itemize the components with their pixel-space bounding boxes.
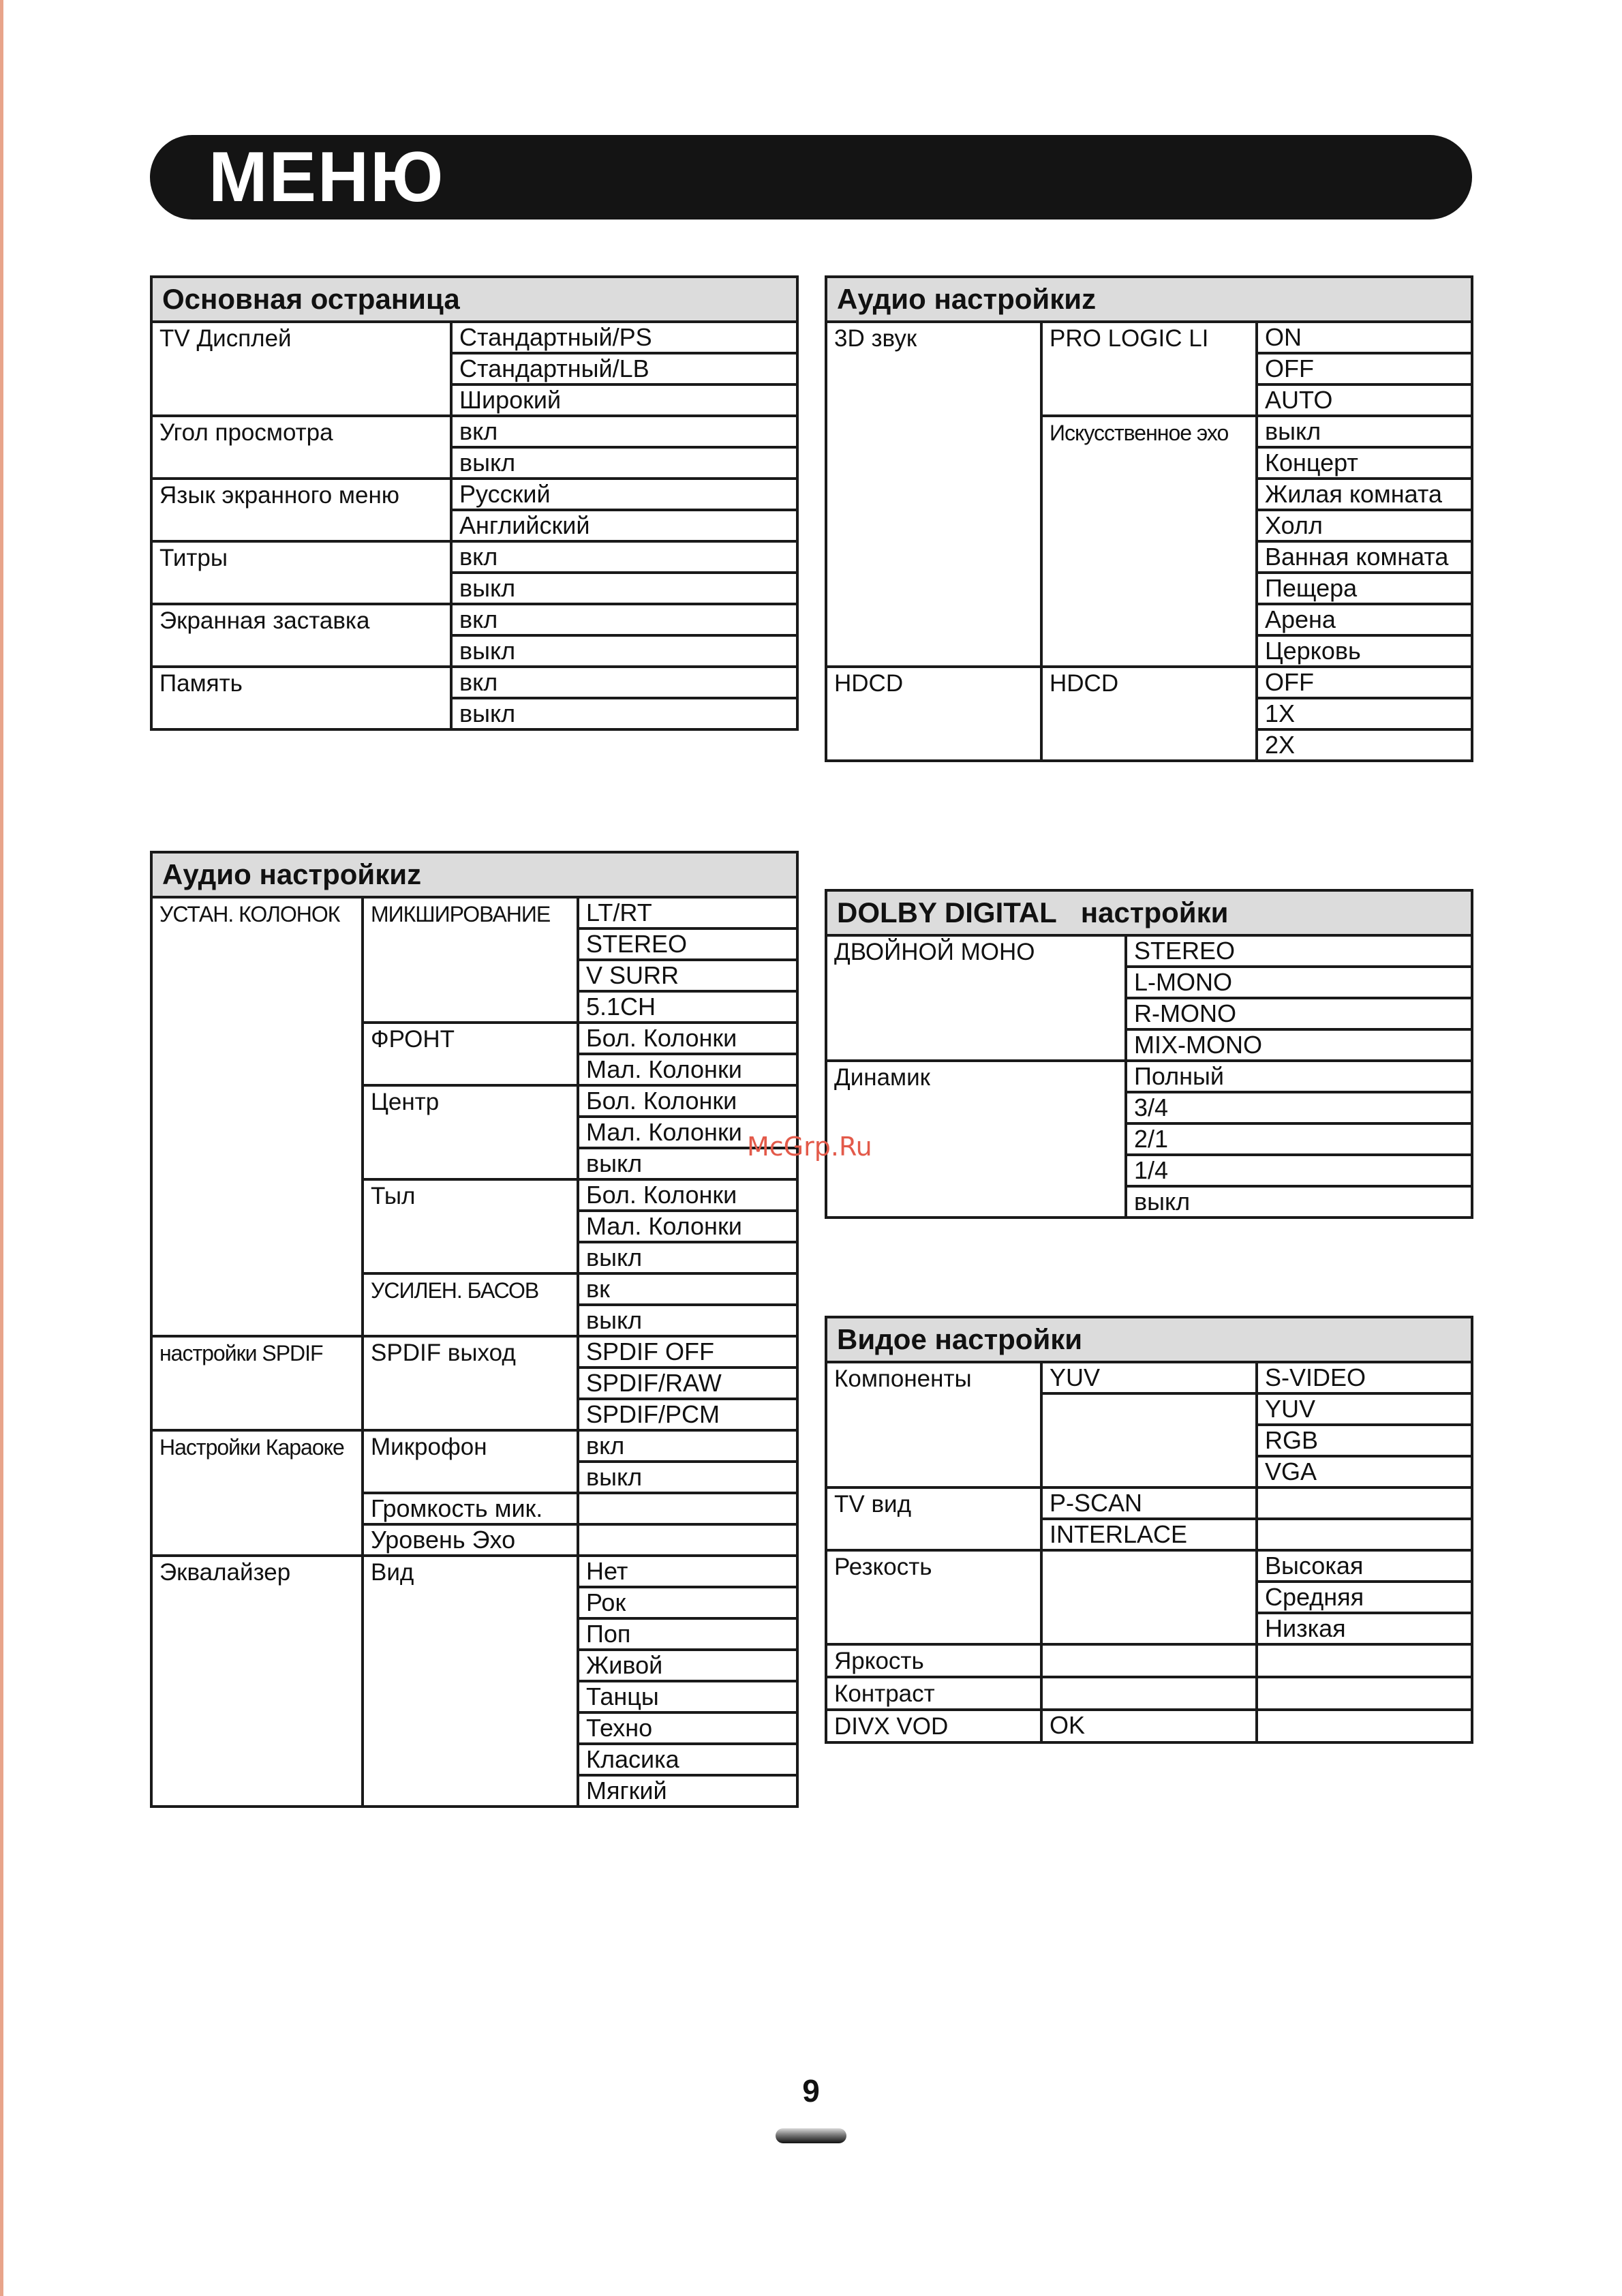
option-cell: SPDIF/PCM (578, 1399, 797, 1430)
row-label-artificial-echo: Искусственное эхо (1041, 416, 1257, 667)
row-label-osd-language: Язык экранного меню (151, 479, 451, 541)
row-label-center: Центр (363, 1085, 578, 1179)
option-cell: выкл (578, 1305, 797, 1336)
video-table (825, 1316, 1473, 1744)
dolby-title-brand: DOLBY DIGITAL (837, 896, 1057, 928)
empty-cell (1257, 1519, 1472, 1550)
row-label-speaker-setup: УСТАН. КОЛОНОК (151, 897, 363, 1336)
dolby-title-suffix: настройки (1080, 896, 1229, 928)
row-label-memory: Память (151, 667, 451, 729)
option-cell: выкл (578, 1462, 797, 1493)
option-cell: STEREO (1126, 935, 1472, 967)
option-cell: AUTO (1257, 384, 1472, 416)
dolby-table (825, 889, 1473, 1219)
option-cell: 5.1CH (578, 991, 797, 1023)
option-cell: Широкий (451, 384, 797, 416)
option-cell: Мягкий (578, 1775, 797, 1807)
row-label-prologic: PRO LOGIC LI (1041, 322, 1257, 416)
row-label-speaker: Динамик (826, 1061, 1126, 1218)
video-title: Видое настройки (826, 1317, 1472, 1362)
row-label-downmix: МИКШИРОВАНИЕ (363, 897, 578, 1023)
option-cell: INTERLACE (1041, 1519, 1257, 1550)
audio-right-table (825, 275, 1473, 762)
empty-cell (1257, 1710, 1472, 1742)
option-cell: Ванная комната (1257, 541, 1472, 573)
option-cell: P-SCAN (1041, 1487, 1257, 1519)
option-cell: LT/RT (578, 897, 797, 928)
option-cell: выкл (451, 635, 797, 667)
row-label-mic-volume: Громкость мик. (363, 1493, 578, 1524)
option-cell: выкл (451, 698, 797, 729)
option-cell: Жилая комната (1257, 479, 1472, 510)
option-cell: Нет (578, 1556, 797, 1587)
option-cell: Бол. Колонки (578, 1023, 797, 1054)
option-cell: Стандартный/PS (451, 322, 797, 353)
option-cell: Техно (578, 1712, 797, 1744)
option-cell: VGA (1257, 1456, 1472, 1487)
option-cell: ON (1257, 322, 1472, 353)
empty-cell (1257, 1487, 1472, 1519)
option-cell: Бол. Колонки (578, 1085, 797, 1117)
row-label-spdif-settings: настройки SPDIF (151, 1336, 363, 1430)
row-label-microphone: Микрофон (363, 1430, 578, 1493)
row-sublabel-hdcd: HDCD (1041, 667, 1257, 761)
row-label-tv-view: TV вид (826, 1487, 1041, 1550)
empty-cell (1041, 1644, 1257, 1677)
option-cell: Мал. Колонки (578, 1117, 797, 1148)
page-title: МЕНЮ (209, 138, 445, 217)
option-cell: Английский (451, 510, 797, 541)
option-cell: Арена (1257, 604, 1472, 635)
audio-right-title: Аудио настройкиz (826, 277, 1472, 322)
row-label-view-angle: Угол просмотра (151, 416, 451, 479)
row-label-equalizer: Эквалайзер (151, 1556, 363, 1807)
option-cell: 1X (1257, 698, 1472, 729)
option-cell: вкл (578, 1430, 797, 1462)
option-cell: SPDIF/RAW (578, 1368, 797, 1399)
option-cell: Живой (578, 1650, 797, 1681)
option-cell: S-VIDEO (1257, 1362, 1472, 1393)
option-cell: Высокая (1257, 1550, 1472, 1582)
option-cell: Церковь (1257, 635, 1472, 667)
option-cell: выкл (1126, 1186, 1472, 1218)
row-label-karaoke-settings: Настройки Караоке (151, 1430, 363, 1556)
row-label-hdcd: HDCD (826, 667, 1041, 761)
row-label-contrast: Контраст (826, 1677, 1041, 1710)
option-cell: выкл (578, 1242, 797, 1273)
option-cell: вкл (451, 604, 797, 635)
option-cell: вк (578, 1273, 797, 1305)
empty-cell (1041, 1677, 1257, 1710)
option-cell: YUV (1257, 1393, 1472, 1425)
option-cell: SPDIF OFF (578, 1336, 797, 1368)
option-cell: Бол. Колонки (578, 1179, 797, 1211)
row-label-subtitles: Титры (151, 541, 451, 604)
option-cell: Танцы (578, 1681, 797, 1712)
option-cell: 1/4 (1126, 1155, 1472, 1186)
row-label-brightness: Яркость (826, 1644, 1041, 1677)
option-cell: Класика (578, 1744, 797, 1775)
option-cell: вкл (451, 541, 797, 573)
option-cell: Холл (1257, 510, 1472, 541)
empty-cell (578, 1493, 797, 1524)
option-cell: выкл (451, 573, 797, 604)
row-label-front: ФРОНТ (363, 1023, 578, 1085)
row-label-sharpness: Резкость (826, 1550, 1041, 1644)
title-banner (150, 135, 1472, 220)
option-cell: Низкая (1257, 1613, 1472, 1644)
row-label-screensaver: Экранная заставка (151, 604, 451, 667)
audio-left-table (150, 851, 799, 1808)
option-cell: вкл (451, 667, 797, 698)
page-number-ornament (776, 2128, 846, 2143)
row-label-components: Компоненты (826, 1362, 1041, 1487)
row-label-tv-display: TV Дисплей (151, 322, 451, 416)
option-cell: Концерт (1257, 447, 1472, 479)
option-cell: Мал. Колонки (578, 1211, 797, 1242)
option-cell: STEREO (578, 928, 797, 960)
empty-cell (1041, 1393, 1257, 1487)
empty-cell (1257, 1644, 1472, 1677)
option-cell: 2/1 (1126, 1123, 1472, 1155)
option-cell: MIX-MONO (1126, 1029, 1472, 1061)
option-cell: Поп (578, 1618, 797, 1650)
row-label-divx-vod: DIVX VOD (826, 1710, 1041, 1742)
option-cell: Стандартный/LB (451, 353, 797, 384)
option-cell: Полный (1126, 1061, 1472, 1092)
watermark: McGrp.Ru (747, 1132, 872, 1162)
option-cell: OFF (1257, 667, 1472, 698)
option-cell: выкл (578, 1148, 797, 1179)
row-label-3d-sound: 3D звук (826, 322, 1041, 667)
option-cell: L-MONO (1126, 967, 1472, 998)
main-page-title: Основная остраница (151, 277, 797, 322)
page-edge-rule (0, 0, 3, 2296)
row-sublabel-yuv: YUV (1041, 1362, 1257, 1393)
row-label-rear: Тыл (363, 1179, 578, 1273)
page-number: 9 (802, 2073, 820, 2109)
option-cell: Средняя (1257, 1582, 1472, 1613)
option-cell: Мал. Колонки (578, 1054, 797, 1085)
empty-cell (1041, 1550, 1257, 1644)
empty-cell (578, 1524, 797, 1556)
option-cell: Рок (578, 1587, 797, 1618)
audio-left-title: Аудио настройкиz (151, 852, 797, 897)
row-label-eq-type: Вид (363, 1556, 578, 1807)
option-cell: Пещера (1257, 573, 1472, 604)
row-label-echo-level: Уровень Эхо (363, 1524, 578, 1556)
row-label-bass-boost: УСИЛЕН. БАСОВ (363, 1273, 578, 1336)
dolby-title (826, 890, 1472, 935)
option-cell: OFF (1257, 353, 1472, 384)
option-cell: выкл (1257, 416, 1472, 447)
option-cell: OK (1041, 1710, 1257, 1742)
option-cell: выкл (451, 447, 797, 479)
empty-cell (1257, 1677, 1472, 1710)
option-cell: 3/4 (1126, 1092, 1472, 1123)
option-cell: 2X (1257, 729, 1472, 761)
option-cell: RGB (1257, 1425, 1472, 1456)
main-page-table (150, 275, 799, 731)
row-label-spdif-output: SPDIF выход (363, 1336, 578, 1430)
row-label-dual-mono: ДВОЙНОЙ МОНО (826, 935, 1126, 1061)
option-cell: Русский (451, 479, 797, 510)
option-cell: R-MONO (1126, 998, 1472, 1029)
option-cell: V SURR (578, 960, 797, 991)
option-cell: вкл (451, 416, 797, 447)
